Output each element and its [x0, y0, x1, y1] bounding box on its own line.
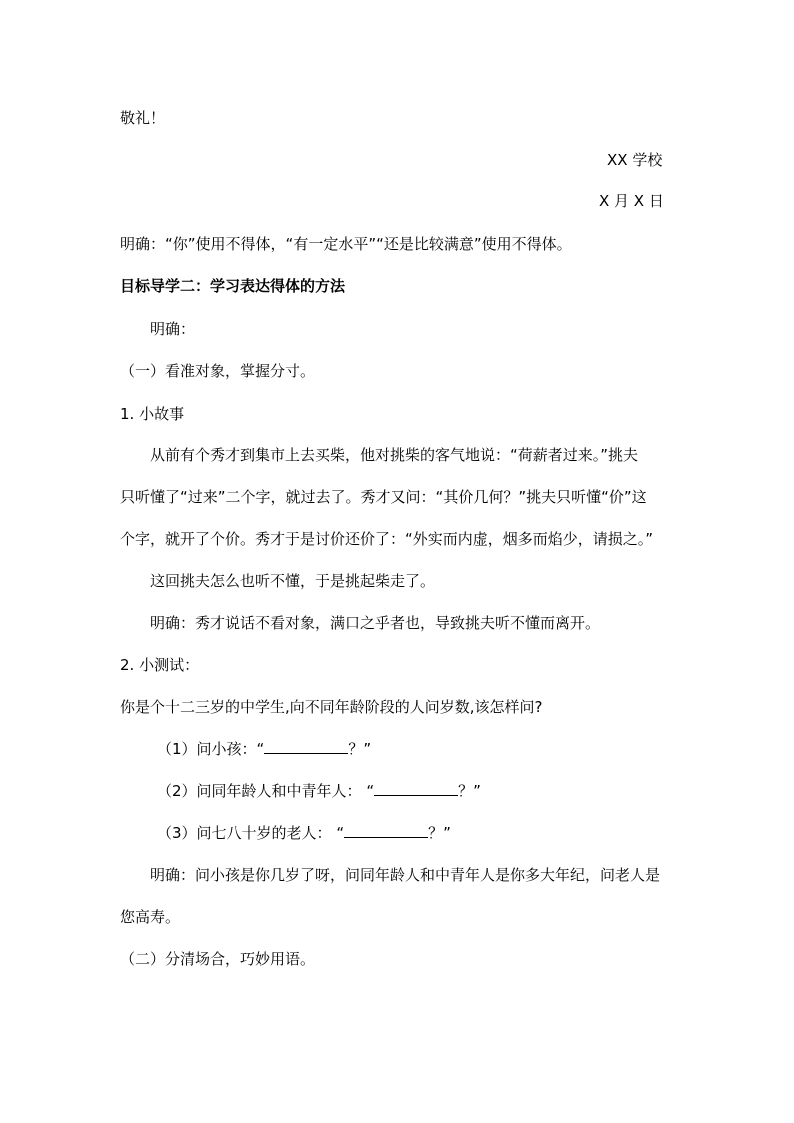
test-clarify-line-2: 您高寿。: [120, 908, 181, 926]
letter-signature-date: X 月 X 日: [599, 192, 664, 210]
answer-blank-1[interactable]: [264, 739, 348, 754]
story-line-2: 只听懂了“过来”二个字，就过去了。秀才又问：“其价几何？”挑夫只听懂“价”这: [120, 488, 647, 506]
clarify-paragraph-1: 明确：“你”使用不得体，“有一定水平”“还是比较满意”使用不得体。: [120, 235, 572, 253]
test-clarify-line-1: 明确：问小孩是你几岁了呀，问同年龄人和中青年人是你多大年纪，问老人是: [150, 866, 661, 884]
clarify-label-2: 明确：: [150, 320, 196, 338]
answer-blank-2[interactable]: [374, 781, 458, 796]
story-line-3: 个字，就开了个价。秀才于是讨价还价了：“外实而内虚，烟多而焰少，请损之。”: [120, 530, 654, 548]
test-item-3-label: （3）问七八十岁的老人： “: [157, 824, 345, 842]
test-item-3: [157, 823, 451, 843]
test-item-2: [157, 781, 481, 801]
letter-signature-school: XX 学校: [607, 151, 663, 169]
goal-2-heading: 目标导学二：学习表达得体的方法: [120, 277, 346, 295]
story-clarify: 明确：秀才说话不看对象，满口之乎者也，导致挑夫听不懂而离开。: [150, 614, 601, 632]
test-item-1-end: ？”: [348, 740, 372, 758]
test-item-1: [157, 739, 371, 759]
letter-salute: 敬礼！: [120, 109, 166, 127]
item-2-heading: 2. 小测试：: [120, 656, 200, 674]
item-1-heading: 1. 小故事: [120, 405, 185, 423]
test-item-2-label: （2）问同年龄人和中青年人： “: [157, 782, 375, 800]
section-2-heading: （二）分清场合，巧妙用语。: [120, 950, 316, 968]
story-line-1: 从前有个秀才到集市上去买柴，他对挑柴的客气地说：“荷薪者过来。”挑夫: [150, 446, 639, 464]
test-item-3-end: ？”: [428, 824, 451, 842]
story-line-4: 这回挑夫怎么也听不懂，于是挑起柴走了。: [150, 572, 436, 590]
answer-blank-3[interactable]: [344, 823, 428, 838]
test-question: 你是个十二三岁的中学生,向不同年龄阶段的人问岁数,该怎样问?: [120, 698, 543, 716]
section-1-heading: （一）看准对象，掌握分寸。: [120, 362, 316, 380]
test-item-2-end: ？”: [458, 782, 481, 800]
test-item-1-label: （1）问小孩：“: [157, 740, 265, 758]
